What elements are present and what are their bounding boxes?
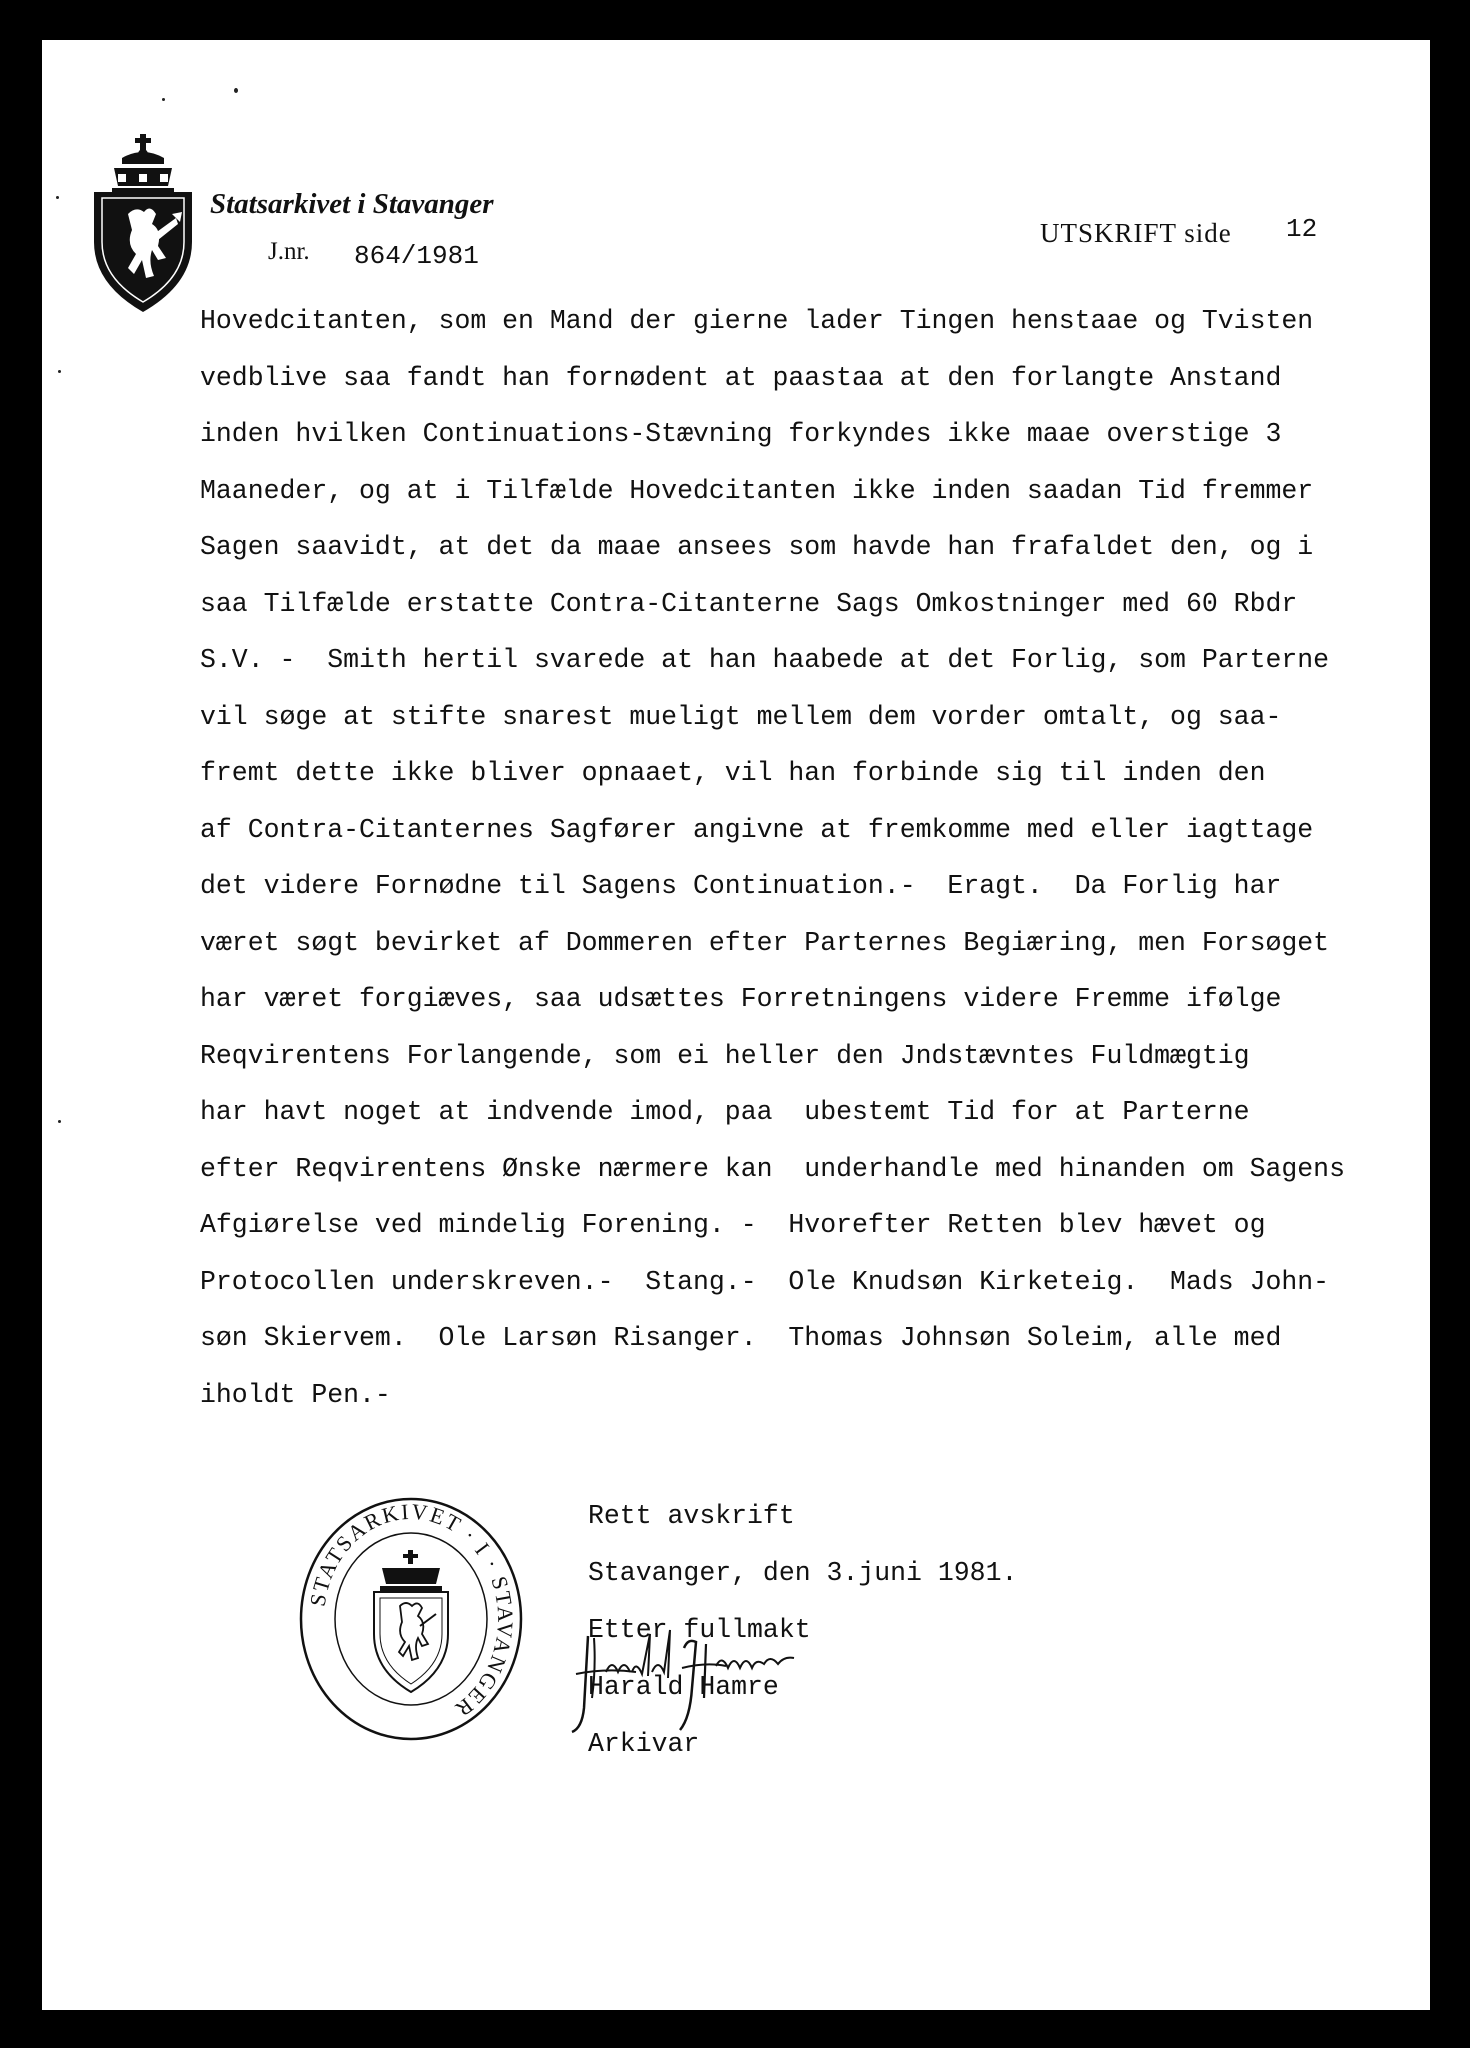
text-line: vedblive saa fandt han fornødent at paastaa at den forlangte Anstand xyxy=(200,362,1282,393)
signer-name: Harald Hamre xyxy=(588,1672,779,1702)
journal-number-label: J.nr. xyxy=(268,238,310,265)
text-line: saa Tilfælde erstatte Contra-Citanterne Sags Omkostninger med 60 Rbdr xyxy=(200,588,1298,619)
text-line: Sagen saavidt, at det da maae ansees som havde han frafaldet den, og i xyxy=(200,532,1314,562)
institution-name: Statsarkivet i Stavanger xyxy=(210,188,494,220)
text-line: har havt noget at indvende imod, paa ubestemt Tid for at Parterne xyxy=(200,1097,1250,1127)
place-date-line: Stavanger, den 3.juni 1981. xyxy=(588,1558,1018,1588)
text-line: inden hvilken Continuations-Stævning forkyndes ikke maae overstige 3 xyxy=(200,419,1282,449)
text-line: det videre Fornødne til Sagens Continuation.- Eragt. Da Forlig har xyxy=(200,871,1282,901)
text-line: iholdt Pen.- xyxy=(200,1379,391,1410)
text-line: har været forgiæves, saa udsættes Forretningens videre Fremme ifølge xyxy=(200,984,1282,1014)
handwritten-signature xyxy=(566,1628,816,1738)
text-line: af Contra-Citanternes Sagfører angivne at fremkomme med eller iagttage xyxy=(200,814,1314,845)
text-line: været søgt bevirket af Dommeren efter Parternes Begiæring, men Forsøget xyxy=(200,927,1330,958)
certification-line: Rett avskrift xyxy=(588,1501,795,1531)
text-line: Reqvirentens Forlangende, som ei heller den Jndstævntes Fuldmægtig xyxy=(200,1040,1250,1071)
page-number: 12 xyxy=(1286,214,1318,244)
text-line: Afgiørelse ved mindelig Forening. - Hvorefter Retten blev hævet og xyxy=(200,1210,1266,1240)
archive-seal-icon xyxy=(296,1494,526,1744)
document-type-label: UTSKRIFT side xyxy=(1040,218,1232,248)
text-line: Maaneder, og at i Tilfælde Hovedcitanten ikke inden saadan Tid fremmer xyxy=(200,475,1314,506)
authority-line: Etter fullmakt xyxy=(588,1615,811,1645)
text-line: fremt dette ikke bliver opnaaet, vil han forbinde sig til inden den xyxy=(200,758,1266,788)
seal-text: STATSARKIVET · I · STAVANGER xyxy=(304,1498,519,1724)
text-line: Hovedcitanten, som en Mand der gierne lader Tingen henstaae og Tvisten xyxy=(200,306,1314,336)
journal-number: 864/1981 xyxy=(354,241,479,271)
transcript-body xyxy=(200,293,1430,1423)
text-line: S.V. - Smith hertil svarede at han haabede at det Forlig, som Parterne xyxy=(200,645,1330,675)
text-line: efter Reqvirentens Ønske nærmere kan underhandle med hinanden om Sagens xyxy=(200,1153,1345,1184)
text-line: søn Skiervem. Ole Larsøn Risanger. Thomas Johnsøn Soleim, alle med xyxy=(200,1323,1282,1353)
text-line: vil søge at stifte snarest mueligt mellem dem vorder omtalt, og saa- xyxy=(200,701,1282,732)
text-line: Protocollen underskreven.- Stang.- Ole Knudsøn Kirketeig. Mads John- xyxy=(200,1266,1330,1297)
signer-title: Arkivar xyxy=(588,1729,700,1759)
norwegian-lion-coat-of-arms-icon xyxy=(92,134,194,314)
